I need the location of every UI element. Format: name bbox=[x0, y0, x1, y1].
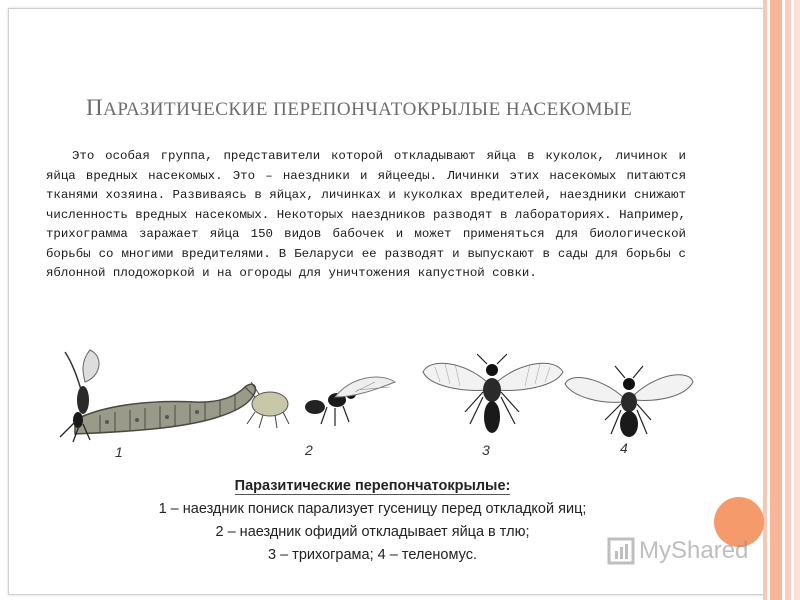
decorative-stripes bbox=[763, 0, 800, 600]
caption-line: 3 – трихограма; 4 – теленомус. bbox=[268, 547, 477, 563]
caption-title bbox=[60, 475, 685, 498]
caterpillar-icon bbox=[75, 384, 255, 434]
body-paragraph: Это особая группа, представители которой откладывают яйца в куколок, личинок и яйца вредных насекомых. Это – наездники и яйцееды. Личинки этих насекомых питаются тканями хозяина. Развиваясь в яйцах, личинках и куколках вредителей, наездники снижают численность вредных насекомых. Некоторых наездников разводят в лабораториях. Например, трихограмма заражает яйца 150 видов бабочек и может применяться для биологической борьбы со многими вредителями. В Беларуси ее разводят и выпускают в сады для борьбы с яблонной плодожоркой и на огороды для уничтожения капустной совки. bbox=[46, 149, 686, 280]
stripe bbox=[770, 0, 782, 600]
figure-number: 4 bbox=[620, 440, 628, 456]
stripe bbox=[785, 0, 791, 600]
slide-title bbox=[86, 95, 706, 121]
stripe bbox=[794, 0, 800, 600]
caption-title-text: Паразитические перепончатокрылые: bbox=[234, 478, 511, 494]
stripe bbox=[763, 0, 767, 600]
watermark-text: MyShared bbox=[639, 537, 749, 564]
figure-number: 1 bbox=[115, 444, 123, 460]
myshared-logo-icon bbox=[607, 537, 635, 565]
telenomus-icon bbox=[565, 366, 693, 437]
figure-number: 3 bbox=[482, 442, 490, 458]
illustrations-svg bbox=[45, 342, 695, 467]
title-initial: П bbox=[86, 95, 104, 120]
caption-line: 1 – наездник пониск парализует гусеницу перед откладкой яиц; bbox=[158, 501, 587, 517]
figure-number: 2 bbox=[305, 442, 313, 458]
watermark bbox=[607, 537, 748, 565]
figure-caption bbox=[60, 475, 685, 567]
insect-illustrations bbox=[45, 342, 695, 467]
title-rest: АРАЗИТИЧЕСКИЕ ПЕРЕПОНЧАТОКРЫЛЫЕ НАСЕКОМЫЕ bbox=[103, 99, 633, 120]
caption-line: 2 – наездник офидий откладывает яйца в тлю; bbox=[215, 524, 530, 540]
wasp-icon bbox=[305, 377, 395, 426]
trichogramma-icon bbox=[423, 354, 563, 433]
